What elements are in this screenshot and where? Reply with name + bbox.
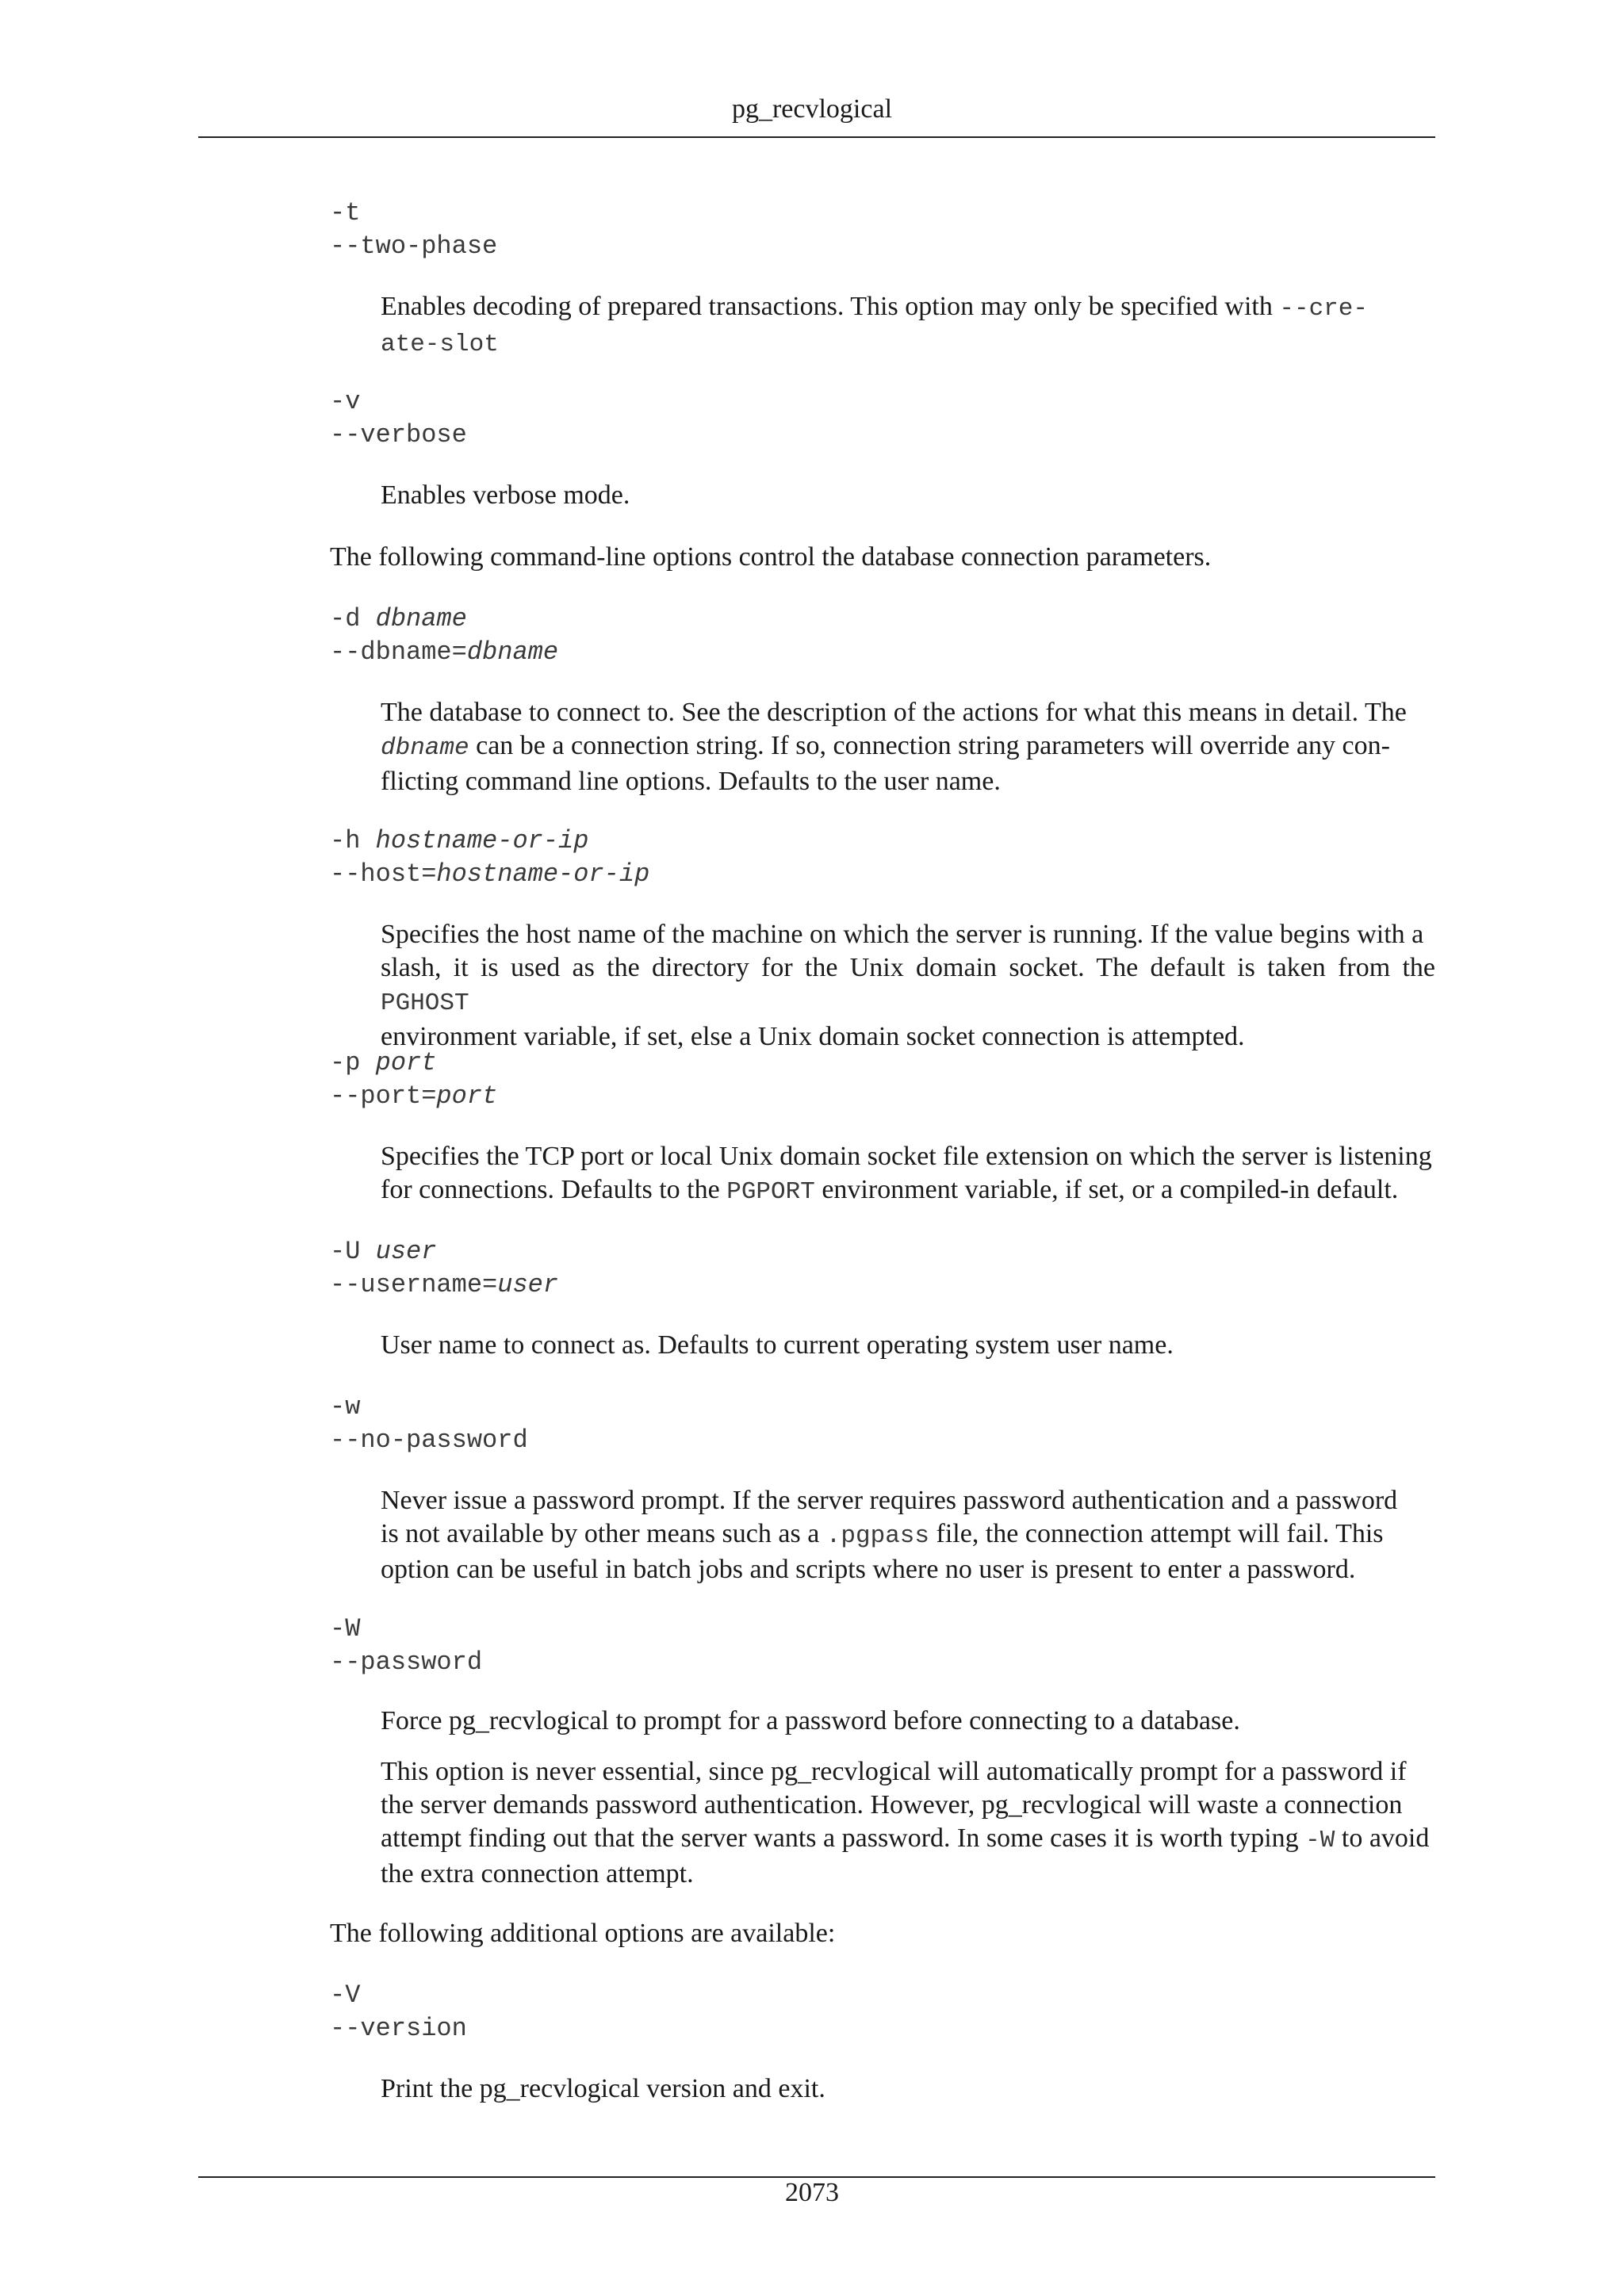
two-phase-desc-code-line2: ate-slot: [381, 331, 499, 358]
page-number: 2073: [785, 2178, 839, 2207]
dbname-desc-line1: The database to connect to. See the description of the actions for what this means in detail. The: [381, 698, 1407, 727]
option-port-long: [330, 1080, 497, 1113]
port-long-arg: port: [436, 1081, 498, 1111]
option-host-description: [381, 918, 1435, 1054]
no-password-desc-line2-after: file, the connection attempt will fail. This: [929, 1519, 1384, 1548]
connection-options-intro: The following command-line options control the database connection parameters.: [330, 542, 1212, 572]
option-verbose-long: --verbose: [330, 420, 467, 450]
option-version-long: --version: [330, 2014, 467, 2043]
password-desc2-line1: This option is never essential, since pg_recvlogical will automatically prompt for a password if: [381, 1757, 1407, 1786]
dbname-desc-code: dbname: [381, 734, 469, 762]
two-phase-desc-text: Enables decoding of prepared transactions. This option may only be specified with: [381, 292, 1280, 321]
port-desc-line2-before: for connections. Defaults to the: [381, 1175, 727, 1204]
running-header-title: pg_recvlogical: [731, 94, 893, 124]
option-no-password-long: --no-password: [330, 1425, 528, 1455]
option-two-phase-long: --two-phase: [330, 232, 498, 261]
host-long-arg: hostname-or-ip: [436, 859, 650, 889]
username-short-flag: -U: [330, 1237, 376, 1266]
username-long-arg: user: [497, 1270, 559, 1299]
port-desc-code: PGPORT: [726, 1178, 815, 1206]
option-two-phase-short: -t: [330, 198, 361, 228]
port-long-flag: --port=: [330, 1081, 437, 1111]
option-username-description: User name to connect as. Defaults to current operating system user name.: [381, 1330, 1174, 1360]
option-dbname-short: [330, 603, 467, 636]
option-no-password-short: -w: [330, 1392, 361, 1422]
option-port-short: [330, 1047, 436, 1080]
option-no-password-description: [381, 1484, 1435, 1586]
dbname-long-flag: --dbname=: [330, 637, 467, 667]
password-desc2-line4: the extra connection attempt.: [381, 1859, 694, 1888]
option-password-description-2: [381, 1755, 1435, 1891]
host-short-flag: -h: [330, 826, 376, 855]
option-version-description: Print the pg_recvlogical version and exit.: [381, 2074, 825, 2103]
option-verbose-short: -v: [330, 387, 361, 416]
password-desc2-code: -W: [1305, 1827, 1335, 1854]
option-username-short: [330, 1235, 436, 1269]
host-desc-line3: environment variable, if set, else a Unix domain socket connection is attempted.: [381, 1022, 1245, 1051]
password-desc2-line2: the server demands password authentication. However, pg_recvlogical will waste a connection: [381, 1790, 1403, 1820]
dbname-short-flag: -d: [330, 604, 376, 633]
host-desc-line2: slash, it is used as the directory for the Unix domain socket. The default is taken from the: [381, 953, 1435, 982]
no-password-desc-line1: Never issue a password prompt. If the server requires password authentication and a password: [381, 1486, 1398, 1515]
option-password-long: --password: [330, 1647, 483, 1677]
port-short-flag: -p: [330, 1048, 376, 1077]
option-dbname-description: [381, 696, 1435, 798]
option-version-short: -V: [330, 1980, 361, 2010]
option-password-description-1: Force pg_recvlogical to prompt for a password before connecting to a database.: [381, 1706, 1240, 1735]
option-host-long: [330, 858, 649, 891]
option-dbname-long: [330, 636, 558, 669]
dbname-desc-line2: can be a connection string. If so, connection string parameters will override any con-: [469, 731, 1390, 760]
option-password-short: -W: [330, 1614, 361, 1644]
host-desc-line1: Specifies the host name of the machine on which the server is running. If the value begins with a: [381, 920, 1424, 949]
no-password-desc-line2-before: is not available by other means such as a: [381, 1519, 826, 1548]
dbname-long-arg: dbname: [466, 637, 559, 667]
username-long-flag: --username=: [330, 1270, 498, 1299]
option-two-phase-description: [381, 290, 1435, 362]
port-desc-line1: Specifies the TCP port or local Unix domain socket file extension on which the server is listening: [381, 1142, 1432, 1171]
two-phase-desc-code-line1: --cre-: [1279, 295, 1368, 323]
dbname-desc-line3: flicting command line options. Defaults to the user name.: [381, 767, 1001, 796]
host-short-arg: hostname-or-ip: [375, 826, 589, 855]
additional-options-intro: The following additional options are available:: [330, 1919, 836, 1948]
option-host-short: [330, 825, 588, 858]
dbname-short-arg: dbname: [375, 604, 467, 633]
port-desc-line2-after: environment variable, if set, or a compiled-in default.: [814, 1175, 1399, 1204]
username-short-arg: user: [375, 1237, 437, 1266]
option-port-description: [381, 1140, 1435, 1209]
host-long-flag: --host=: [330, 859, 437, 889]
host-desc-code: PGHOST: [381, 989, 469, 1017]
no-password-desc-line3: option can be useful in batch jobs and scripts where no user is present to enter a password.: [381, 1555, 1356, 1584]
password-desc2-line3-after: to avoid: [1335, 1823, 1430, 1853]
option-verbose-description: Enables verbose mode.: [381, 480, 630, 510]
no-password-desc-code: .pgpass: [825, 1522, 930, 1550]
port-short-arg: port: [375, 1048, 437, 1077]
option-username-long: [330, 1269, 558, 1302]
password-desc2-line3-before: attempt finding out that the server wants a password. In some cases it is worth typing: [381, 1823, 1306, 1853]
